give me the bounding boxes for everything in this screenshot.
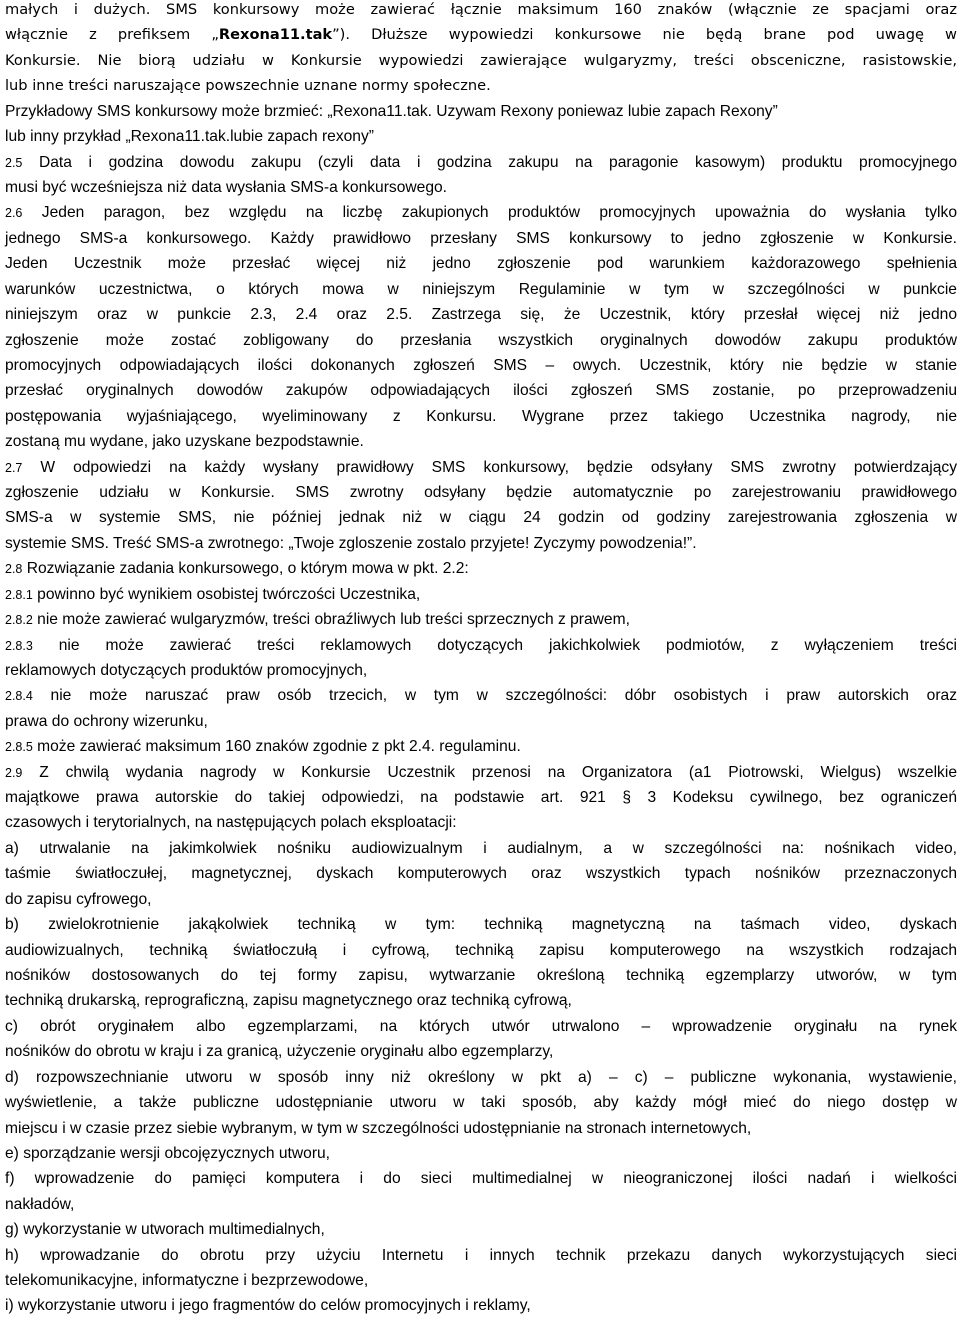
document-line — [5, 888, 957, 912]
document-line — [5, 837, 957, 861]
document-line — [5, 379, 957, 403]
line-text: h) wprowadzanie do obrotu przy użyciu Internetu i innych technik przekazu danych wykorzystujących sieci — [5, 1246, 957, 1264]
document-line — [5, 176, 957, 200]
line-text: Przykładowy SMS konkursowy może brzmieć: „Rexona11.tak. Uzywam Rexony poniewaz lubie zapach Rexony” — [5, 102, 778, 120]
document-line — [5, 303, 957, 327]
numbered-paragraph-line — [5, 557, 957, 581]
document-line — [5, 659, 957, 683]
line-text: lub inny przykład „Rexona11.tak.lubie zapach rexony” — [5, 128, 374, 146]
section-number: 2.8.5 — [5, 740, 33, 755]
line-text: nie może naruszać praw osób trzecich, w tym w szczególności: dóbr osobistych i praw autorskich oraz — [32, 687, 957, 705]
document-line — [5, 100, 957, 124]
line-text: Rozwiązanie zadania konkursowego, o którym mowa w pkt. 2.2: — [22, 560, 469, 578]
line-text: nośników dostosowanych do tej formy zapisu, wytwarzanie określoną techniką egzemplarzy utworów, w tym — [5, 967, 957, 984]
line-text: taśmie światłoczułej, magnetycznej, dyskach komputerowych oraz wszystkich typach nośników przeznaczonych — [5, 865, 957, 883]
section-number: 2.8 — [5, 562, 23, 577]
document-line — [5, 1091, 957, 1115]
line-text: g) wykorzystanie w utworach multimedialnych, — [5, 1221, 325, 1239]
document-line — [5, 532, 957, 556]
line-text: Konkursie. Nie biorą udziału w Konkursie wypowiedzi zawierające wulgaryzmy, treści obsceniczne, rasistowskie, — [5, 51, 957, 69]
document-line — [5, 1244, 957, 1268]
document-line — [5, 862, 957, 886]
numbered-paragraph-line — [5, 684, 957, 708]
line-text: i) wykorzystanie utworu i jego fragmentów do celów promocyjnych i reklamy, — [5, 1297, 531, 1315]
line-text: e) sporządzanie wersji obcojęzycznych utworu, — [5, 1144, 331, 1162]
line-text: W odpowiedzi na każdy wysłany prawidłowy SMS konkursowy, będzie odsyłany SMS zwrotny potwierdzający — [22, 458, 957, 476]
line-text: nie może zawierać wulgaryzmów, treści obraźliwych lub treści sprzecznych z prawem, — [32, 611, 630, 629]
line-text: b) zwielokrotnienie jakąkolwiek techniką w tym: techniką magnetyczną na taśmach video, dyskach — [5, 916, 957, 934]
document-line — [5, 1167, 957, 1191]
line-text: postępowania wyjaśniającego, wyeliminowany z Konkursu. Wygrane przez takiego Uczestnika nagrody, nie — [5, 407, 957, 425]
document-line — [5, 125, 957, 149]
document-line — [5, 1117, 957, 1141]
line-text: Z chwilą wydania nagrody w Konkursie Uczestnik przenosi na Organizatora (a1 Piotrowski, Wielgus) wszelkie — [22, 763, 957, 781]
document-line — [5, 913, 957, 937]
document-line — [5, 481, 957, 505]
document-line — [5, 1193, 957, 1217]
line-text: f) wprowadzenie do pamięci komputera i do sieci multimedialnej w nieograniczonej ilości nadań i wielkości — [5, 1170, 957, 1188]
line-text: zgłoszenie może zostać zobligowany do przesłania wszystkich oryginalnych dowodów zakupu produktów — [5, 331, 957, 349]
line-text: zgłoszenie udziału w Konkursie. SMS zwrotny odsyłany będzie automatycznie po zarejestrowaniu prawidłowego — [5, 484, 957, 501]
section-number: 2.8.3 — [5, 638, 33, 653]
line-text: promocyjnych odpowiadających ilości dokonanych zgłoszeń SMS – owych. Uczestnik, który nie będzie w stanie — [5, 356, 957, 374]
line-text: SMS-a w systemie SMS, nie później jednak niż w ciągu 24 godzin od godziny zarejestrowania zgłoszenia w — [5, 509, 957, 527]
document-line — [5, 405, 957, 429]
section-number: 2.5 — [5, 155, 23, 170]
numbered-paragraph-line — [5, 456, 957, 480]
line-text: telekomunikacyjne, informatyczne i bezprzewodowe, — [5, 1272, 369, 1289]
line-text: do zapisu cyfrowego, — [5, 890, 152, 908]
line-text: lub inne treści naruszające powszechnie uznane normy społeczne. — [5, 77, 491, 95]
line-text: audiowizualnych, techniką światłoczułą i cyfrową, techniką zapisu komputerowego na wszystkich rodzajach — [5, 941, 957, 959]
document-line — [5, 252, 957, 276]
numbered-paragraph-line — [5, 761, 957, 785]
document-line — [5, 989, 957, 1013]
numbered-paragraph-line — [5, 608, 957, 632]
section-number: 2.8.1 — [5, 587, 33, 602]
document-line — [5, 1015, 957, 1039]
document-line — [5, 278, 957, 302]
line-text: wyświetlenie, a także publiczne udostępnianie utworu w taki sposób, aby każdy mógł mieć do niego dostęp w — [5, 1094, 957, 1112]
line-text: majątkowe prawa autorskie do takiej odpowiedzi, na podstawie art. 921 § 3 Kodeksu cywilnego, bez ograniczeń — [5, 789, 957, 806]
line-text: warunków uczestnictwa, o których mowa w niniejszym Regulaminie w tym w szczególności w punkcie — [5, 280, 957, 298]
section-number: 2.8.2 — [5, 613, 33, 628]
line-text: włącznie z prefiksem „ — [5, 26, 219, 44]
document-line — [5, 0, 957, 22]
line-text: a) utrwalanie na jakimkolwiek nośniku audiowizualnym i audialnym, a w szczególności na: nośnikach video, — [5, 839, 957, 857]
document-line — [5, 1269, 957, 1293]
numbered-paragraph-line — [5, 735, 957, 759]
line-text: systemie SMS. Treść SMS-a zwrotnego: „Twoje zgloszenie zostalo przyjete! Zyczymy powodzenia!”. — [5, 534, 697, 552]
line-text: c) obrót oryginałem albo egzemplarzami, na których utwór utrwalono – wprowadzenie oryginału na rynek — [5, 1017, 957, 1035]
line-text: prawa do ochrony wizerunku, — [5, 712, 208, 730]
line-text: ”). Dłuższe wypowiedzi konkursowe nie będą brane pod uwagę w — [332, 26, 957, 44]
document-line — [5, 1142, 957, 1166]
document-line — [5, 964, 957, 988]
line-text: zostaną mu wydane, jako uzyskane bezpodstawnie. — [5, 433, 364, 451]
document-line — [5, 710, 957, 734]
line-text: małych i dużych. SMS konkursowy może zawierać łącznie maksimum 160 znaków (włącznie ze spacjami oraz — [5, 1, 957, 18]
line-text: techniką drukarską, reprograficzną, zapisu magnetycznego oraz techniką cyfrową, — [5, 992, 572, 1010]
section-number: 2.6 — [5, 206, 23, 221]
line-text: nośników do obrotu w kraju i za granicą, użyczenie oryginału albo egzemplarzy, — [5, 1043, 554, 1061]
document-line — [5, 329, 957, 353]
document-line — [5, 49, 957, 73]
document-line — [5, 1066, 957, 1090]
document-line — [5, 227, 957, 251]
document-line — [5, 430, 957, 454]
document-line — [5, 1294, 957, 1318]
line-text: czasowych i terytorialnych, na następujących polach eksploatacji: — [5, 814, 457, 832]
prefix-keyword: Rexona11.tak — [218, 26, 333, 44]
line-text: d) rozpowszechnianie utworu w sposób inny niż określony w pkt a) – c) – publiczne wykonania, wystawienie, — [5, 1068, 957, 1086]
line-text: miejscu i w czasie przez siebie wybranym, w tym w szczególności udostępnianie na stronach internetowych, — [5, 1119, 752, 1137]
line-text: Jeden Uczestnik może przesłać więcej niż jedno zgłoszenie pod warunkiem każdorazowego spełnienia — [5, 255, 957, 273]
document-line — [5, 506, 957, 530]
section-number: 2.7 — [5, 460, 23, 475]
line-text: Jeden paragon, bez względu na liczbę zakupionych produktów promocyjnych upoważnia do wysłania tylko — [22, 204, 957, 222]
line-text: niniejszym oraz w punkcie 2.3, 2.4 oraz 2.5. Zastrzega się, że Uczestnik, który przesłał więcej niż jedno — [5, 306, 957, 323]
numbered-paragraph-line — [5, 201, 957, 225]
document-line — [5, 939, 957, 963]
line-text: jednego SMS-a konkursowego. Każdy prawidłowo przesłany SMS konkursowy to jedno zgłoszenie w Konkursie. — [5, 229, 957, 247]
numbered-paragraph-line — [5, 634, 957, 658]
line-text: musi być wcześniejsza niż data wysłania SMS-a konkursowego. — [5, 178, 448, 196]
line-text: nakładów, — [5, 1195, 75, 1213]
line-text: reklamowych dotyczących produktów promocyjnych, — [5, 661, 368, 679]
document-line — [5, 811, 957, 835]
numbered-paragraph-line — [5, 583, 957, 607]
section-number: 2.9 — [5, 765, 23, 780]
line-text: nie może zawierać treści reklamowych dotyczących jakichkolwiek podmiotów, z wyłączeniem treści — [32, 636, 957, 654]
document-line — [5, 354, 957, 378]
document-line — [5, 1218, 957, 1242]
line-text: przesłać oryginalnych dowodów zakupów odpowiadających ilości zgłoszeń SMS zostanie, po przeprowadzeniu — [5, 382, 957, 400]
section-number: 2.8.4 — [5, 689, 33, 704]
document-line — [5, 74, 957, 98]
line-text: może zawierać maksimum 160 znaków zgodnie z pkt 2.4. regulaminu. — [32, 738, 521, 756]
numbered-paragraph-line — [5, 151, 957, 175]
document-line — [5, 23, 957, 47]
line-text: Data i godzina dowodu zakupu (czyli data i godzina zakupu na paragonie kasowym) produktu promocyjnego — [22, 153, 957, 171]
document-line — [5, 1040, 957, 1064]
document-line — [5, 786, 957, 810]
line-text: powinno być wynikiem osobistej twórczości Uczestnika, — [32, 585, 421, 603]
